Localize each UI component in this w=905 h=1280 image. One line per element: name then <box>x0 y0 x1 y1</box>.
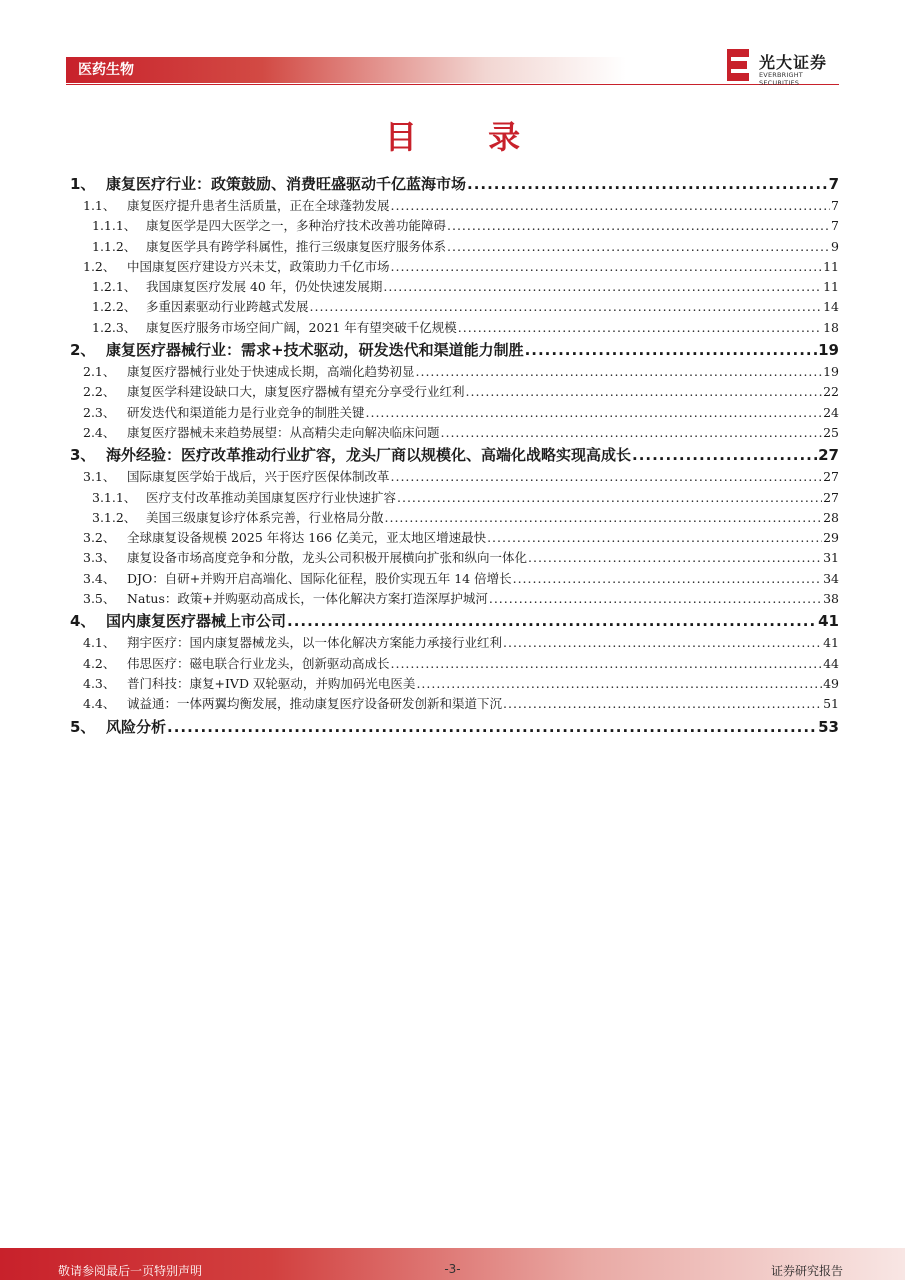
toc-entry-level3[interactable] <box>66 277 839 297</box>
toc-leader-dots <box>489 589 822 609</box>
toc-leader-dots <box>383 277 822 297</box>
toc-entry-page: 49 <box>823 675 839 691</box>
section-tag: 医药生物 <box>78 62 134 78</box>
toc-entry-number: 2、 <box>70 341 96 360</box>
toc-entry-page: 34 <box>823 570 839 586</box>
toc-entry-text: 康复设备市场高度竞争和分散，龙头公司积极开展横向扩张和纵向一体化 <box>127 550 528 566</box>
logo-english-name: EVERBRIGHT SECURITIES <box>759 71 803 87</box>
toc-leader-dots <box>447 237 830 257</box>
toc-title: 目 录 <box>384 118 551 156</box>
toc-leader-dots <box>385 508 823 528</box>
toc-leader-dots <box>632 443 817 467</box>
toc-entry-level3[interactable] <box>66 488 839 508</box>
toc-entry-page: 7 <box>831 218 839 234</box>
toc-leader-dots <box>416 362 823 382</box>
everbright-logo <box>725 48 840 87</box>
toc-entry-page: 44 <box>823 655 839 671</box>
toc-entry-number: 3.1、 <box>83 469 116 485</box>
toc-entry-number: 4、 <box>70 612 96 631</box>
toc-leader-dots <box>391 196 831 216</box>
toc-leader-dots <box>391 257 823 277</box>
toc-entry-page: 53 <box>818 717 839 736</box>
toc-entry-text: 美国三级康复诊疗体系完善，行业格局分散 <box>146 509 384 525</box>
toc-entry-page: 11 <box>823 258 839 274</box>
toc-leader-dots <box>167 715 817 739</box>
toc-leader-dots <box>366 403 823 423</box>
header-section-band <box>66 57 626 83</box>
toc-entry-page: 19 <box>818 341 839 360</box>
toc-leader-dots <box>467 172 828 196</box>
toc-leader-dots <box>528 548 822 568</box>
toc-entry-text: 我国康复医疗发展 40 年，仍处快速发展期 <box>146 279 383 295</box>
toc-entry-text: 伟思医疗：磁电联合行业龙头，创新驱动高成长 <box>127 655 390 671</box>
toc-entry-level2[interactable] <box>66 674 839 694</box>
toc-entry-page: 14 <box>823 299 839 315</box>
toc-entry-level2[interactable] <box>66 362 839 382</box>
toc-entry-number: 2.1、 <box>83 364 116 380</box>
logo-chinese-name: 光大证券 <box>759 53 828 72</box>
toc-entry-page: 9 <box>831 238 839 254</box>
toc-entry-page: 41 <box>818 612 839 631</box>
toc-leader-dots <box>287 609 817 633</box>
everbright-logo-icon <box>725 48 751 82</box>
toc-entry-page: 29 <box>823 530 839 546</box>
toc-entry-page: 24 <box>823 404 839 420</box>
toc-entry-number: 3.2、 <box>83 530 116 546</box>
toc-entry-text: 康复医学科建设缺口大，康复医疗器械有望充分享受行业红利 <box>127 384 465 400</box>
toc-entry-number: 1.1.2、 <box>92 238 137 254</box>
toc-entry-page: 19 <box>823 364 839 380</box>
toc-entry-number: 1.1.1、 <box>92 218 137 234</box>
toc-entry-number: 3.1.2、 <box>92 509 137 525</box>
toc-entry-page: 51 <box>823 696 839 712</box>
footer-report-type: 证券研究报告 <box>770 1264 843 1278</box>
footer-disclaimer: 敬请参阅最后一页特别声明 <box>58 1264 203 1278</box>
toc-leader-dots <box>441 423 823 443</box>
toc-entry-number: 3.4、 <box>83 570 116 586</box>
toc-entry-level2[interactable] <box>66 382 839 402</box>
toc-leader-dots <box>487 528 822 548</box>
toc-entry-level2[interactable] <box>66 589 839 609</box>
toc-entry-page: 18 <box>823 319 839 335</box>
toc-entry-text: Natus：政策+并购驱动高成长，一体化解决方案打造深厚护城河 <box>127 591 488 607</box>
header-divider <box>66 84 839 85</box>
toc-leader-dots <box>416 674 822 694</box>
toc-leader-dots <box>447 216 830 236</box>
toc-entry-text: 康复医学具有跨学科属性，推行三级康复医疗服务体系 <box>146 238 447 254</box>
toc-entry-text: 康复医疗服务市场空间广阔，2021 年有望突破千亿规模 <box>146 319 457 335</box>
toc-entry-text: 翔宇医疗：国内康复器械龙头，以一体化解决方案能力承接行业红利 <box>127 635 503 651</box>
toc-entry-page: 27 <box>823 469 839 485</box>
toc-entry-text: 康复医学是四大医学之一，多种治疗技术改善功能障碍 <box>146 218 447 234</box>
toc-entry-level3[interactable] <box>66 508 839 528</box>
toc-entry-level1[interactable] <box>66 715 839 739</box>
toc-entry-page: 27 <box>818 446 839 465</box>
toc-entry-level2[interactable] <box>66 694 839 714</box>
toc-entry-number: 4.3、 <box>83 675 116 691</box>
toc-entry-number: 1.2、 <box>83 258 116 274</box>
toc-entry-level2[interactable] <box>66 548 839 568</box>
toc-entry-level1[interactable] <box>66 172 839 196</box>
toc-entry-page: 7 <box>831 198 839 213</box>
toc-entry-level3[interactable] <box>66 216 839 236</box>
toc-entry-number: 4.2、 <box>83 655 116 671</box>
toc-leader-dots <box>466 382 823 402</box>
toc-entry-text: 研发迭代和渠道能力是行业竞争的制胜关键 <box>127 404 365 420</box>
toc-entry-number: 1.2.1、 <box>92 279 137 295</box>
toc-entry-level2[interactable] <box>66 257 839 277</box>
toc-entry-level3[interactable] <box>66 318 839 338</box>
toc-entry-text: 中国康复医疗建设方兴未艾，政策助力千亿市场 <box>127 258 390 274</box>
toc-entry-number: 1.2.3、 <box>92 319 137 335</box>
toc-leader-dots <box>525 338 818 362</box>
toc-entry-number: 3.5、 <box>83 591 116 607</box>
toc-entry-number: 1、 <box>70 175 96 193</box>
toc-entry-text: 多重因素驱动行业跨越式发展 <box>146 299 309 315</box>
toc-entry-text: 康复医疗行业：政策鼓励、消费旺盛驱动千亿蓝海市场 <box>106 175 467 193</box>
toc-entry-text: 国际康复医学始于战后，兴于医疗医保体制改革 <box>127 469 390 485</box>
toc-entry-level2[interactable] <box>66 569 839 589</box>
toc-entry-level2[interactable] <box>66 423 839 443</box>
toc-leader-dots <box>458 318 822 338</box>
toc-entry-page: 7 <box>828 175 839 193</box>
toc-entry-text: 诚益通：一体两翼均衡发展，推动康复医疗设备研发创新和渠道下沉 <box>127 696 503 712</box>
toc-entry-number: 1.2.2、 <box>92 299 137 315</box>
toc-entry-text: 国内康复医疗器械上市公司 <box>106 612 287 631</box>
toc-leader-dots <box>513 569 822 589</box>
toc-entry-level3[interactable] <box>66 237 839 257</box>
toc-entry-number: 5、 <box>70 717 96 736</box>
toc-entry-level1[interactable] <box>66 609 839 633</box>
toc-entry-page: 11 <box>823 279 839 295</box>
toc-entry-text: DJO：自研+并购开启高端化、国际化征程，股价实现五年 14 倍增长 <box>127 570 512 586</box>
toc-entry-level2[interactable] <box>66 633 839 653</box>
toc-entry-page: 41 <box>823 635 839 651</box>
toc-entry-number: 3、 <box>70 446 96 465</box>
toc-leader-dots <box>397 488 822 508</box>
toc-entry-level2[interactable] <box>66 467 839 487</box>
toc-entry-text: 普门科技：康复+IVD 双轮驱动，并购加码光电医美 <box>127 675 416 691</box>
toc-entry-level2[interactable] <box>66 196 839 216</box>
toc-entry-page: 25 <box>823 424 839 440</box>
toc-entry-number: 1.1、 <box>83 198 116 213</box>
toc-entry-number: 4.4、 <box>83 696 116 712</box>
toc-entry-text: 康复医疗提升患者生活质量，正在全球蓬勃发展 <box>127 198 390 213</box>
toc-entry-text: 医疗支付改革推动美国康复医疗行业快速扩容 <box>146 489 397 505</box>
toc-entry-page: 27 <box>823 489 839 505</box>
toc-entry-level1[interactable] <box>66 338 839 362</box>
toc-entry-number: 4.1、 <box>83 635 116 651</box>
toc-entry-text: 全球康复设备规模 2025 年将达 166 亿美元，亚太地区增速最快 <box>127 530 487 546</box>
toc-entry-text: 康复医疗器械行业：需求+技术驱动，研发迭代和渠道能力制胜 <box>106 341 524 360</box>
toc-entry-number: 3.1.1、 <box>92 489 137 505</box>
footer-page-number: -3- <box>444 1262 461 1276</box>
toc-leader-dots <box>503 633 822 653</box>
toc-entry-page: 22 <box>823 384 839 400</box>
toc-entry-text: 康复医疗器械未来趋势展望：从高精尖走向解决临床问题 <box>127 424 440 440</box>
toc-entry-level1[interactable] <box>66 443 839 467</box>
toc-entry-page: 38 <box>823 591 839 607</box>
toc-entry-page: 28 <box>823 509 839 525</box>
toc-entry-level2[interactable] <box>66 528 839 548</box>
toc-entry-number: 2.4、 <box>83 424 116 440</box>
toc-entry-level2[interactable] <box>66 403 839 423</box>
toc-entry-level3[interactable] <box>66 297 839 317</box>
toc-entry-level2[interactable] <box>66 654 839 674</box>
toc-entry-text: 海外经验：医疗改革推动行业扩容，龙头厂商以规模化、高端化战略实现高成长 <box>106 446 632 465</box>
toc-leader-dots <box>391 654 823 674</box>
toc-entry-number: 2.3、 <box>83 404 116 420</box>
toc-leader-dots <box>310 297 823 317</box>
toc-entry-page: 31 <box>823 550 839 566</box>
toc-entry-text: 风险分析 <box>106 717 167 736</box>
toc-leader-dots <box>391 467 823 487</box>
toc-entry-number: 2.2、 <box>83 384 116 400</box>
toc-leader-dots <box>503 694 822 714</box>
toc-entry-number: 3.3、 <box>83 550 116 566</box>
table-of-contents <box>66 172 839 739</box>
toc-entry-text: 康复医疗器械行业处于快速成长期，高端化趋势初显 <box>127 364 415 380</box>
